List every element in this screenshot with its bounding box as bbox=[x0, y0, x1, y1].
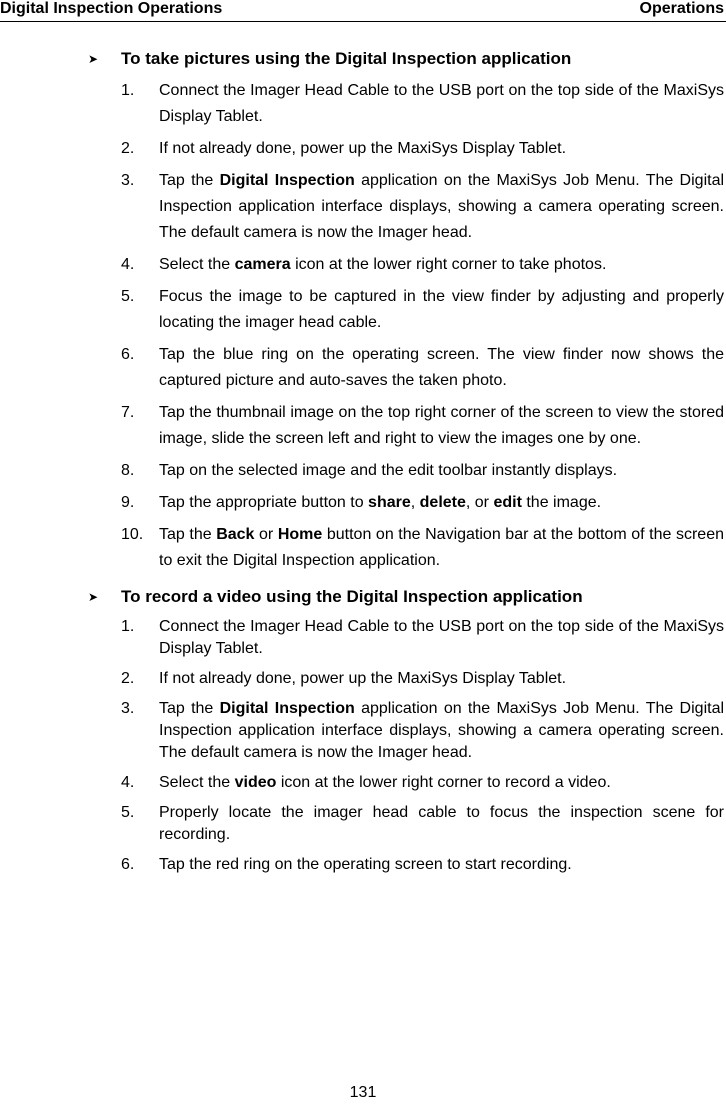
list-item bbox=[0, 772, 726, 794]
step-number: 6. bbox=[121, 346, 135, 363]
page-header bbox=[0, 0, 726, 22]
section-title: To record a video using the Digital Inspection application bbox=[121, 587, 583, 606]
bold-term: Back bbox=[216, 526, 255, 543]
step-text: If not already done, power up the MaxiSys Display Tablet. bbox=[159, 670, 567, 687]
step-number: 9. bbox=[121, 494, 135, 511]
step-text: Select the camera icon at the lower right corner to take photos. bbox=[159, 256, 607, 273]
section-heading bbox=[0, 42, 726, 78]
list-item bbox=[0, 252, 726, 278]
step-number: 4. bbox=[121, 256, 135, 273]
step-number: 2. bbox=[121, 670, 135, 687]
list-item bbox=[0, 400, 726, 452]
step-text: Tap the Digital Inspection application on the MaxiSys Job Menu. The Digital Inspection application interface displays, showing a camera operating screen. The default camera is now the Imager head. bbox=[159, 172, 725, 241]
step-number: 7. bbox=[121, 404, 135, 421]
list-item bbox=[0, 168, 726, 246]
step-text: Focus the image to be captured in the view finder by adjusting and properly locating the imager head cable. bbox=[159, 288, 724, 331]
list-item bbox=[0, 854, 726, 876]
step-number: 3. bbox=[121, 700, 135, 717]
bold-term: Home bbox=[277, 526, 323, 543]
step-number: 6. bbox=[121, 856, 135, 873]
arrow-bullet-icon: ➤ bbox=[88, 590, 99, 604]
step-number: 3. bbox=[121, 172, 135, 189]
step-number: 10. bbox=[121, 526, 144, 543]
list-item bbox=[0, 78, 726, 130]
step-text: Tap the appropriate button to share, delete, or edit the image. bbox=[159, 494, 602, 511]
header-chapter-title: Digital Inspection Operations bbox=[0, 0, 223, 17]
step-text: Properly locate the imager head cable to focus the inspection scene for recording. bbox=[159, 804, 724, 843]
arrow-bullet-icon: ➤ bbox=[88, 52, 99, 66]
section-title: To take pictures using the Digital Inspection application bbox=[121, 49, 572, 68]
section-heading bbox=[0, 580, 726, 616]
list-item bbox=[0, 490, 726, 516]
list-item bbox=[0, 136, 726, 162]
list-item bbox=[0, 284, 726, 336]
step-text: Tap the red ring on the operating screen to start recording. bbox=[159, 856, 572, 873]
step-list bbox=[0, 616, 726, 876]
step-text: Tap on the selected image and the edit toolbar instantly displays. bbox=[159, 462, 618, 479]
step-number: 1. bbox=[121, 82, 135, 99]
bold-term: video bbox=[234, 774, 277, 791]
list-item bbox=[0, 458, 726, 484]
step-text: Connect the Imager Head Cable to the USB port on the top side of the MaxiSys Display Tablet. bbox=[159, 82, 724, 125]
step-list bbox=[0, 78, 726, 574]
step-text: Tap the blue ring on the operating screen. The view finder now shows the captured picture and auto-saves the taken photo. bbox=[159, 346, 724, 389]
bold-term: delete bbox=[419, 494, 466, 511]
bold-term: edit bbox=[493, 494, 522, 511]
step-text: Select the video icon at the lower right corner to record a video. bbox=[159, 774, 611, 791]
list-item bbox=[0, 698, 726, 764]
step-text: Tap the thumbnail image on the top right corner of the screen to view the stored image, slide the screen left and right to view the images one by one. bbox=[159, 404, 724, 447]
step-number: 8. bbox=[121, 462, 135, 479]
step-number: 4. bbox=[121, 774, 135, 791]
bold-term: share bbox=[368, 494, 411, 511]
step-text: Tap the Back or Home button on the Navigation bar at the bottom of the screen to exit the Digital Inspection application. bbox=[159, 526, 724, 569]
list-item bbox=[0, 668, 726, 690]
bold-term: Digital Inspection bbox=[219, 172, 355, 189]
list-item bbox=[0, 522, 726, 574]
page-content bbox=[0, 42, 726, 884]
list-item bbox=[0, 616, 726, 660]
step-number: 2. bbox=[121, 140, 135, 157]
step-text: Connect the Imager Head Cable to the USB port on the top side of the MaxiSys Display Tablet. bbox=[159, 618, 724, 657]
bold-term: camera bbox=[234, 256, 291, 273]
step-number: 1. bbox=[121, 618, 135, 635]
section-take-pictures bbox=[0, 42, 726, 574]
step-number: 5. bbox=[121, 288, 135, 305]
list-item bbox=[0, 342, 726, 394]
bold-term: Digital Inspection bbox=[219, 700, 355, 717]
step-text: Tap the Digital Inspection application on the MaxiSys Job Menu. The Digital Inspection application interface displays, showing a camera operating screen. The default camera is now the Imager head. bbox=[159, 700, 725, 761]
section-record-video bbox=[0, 580, 726, 876]
header-section-title: Operations bbox=[639, 0, 724, 17]
page-number: 131 bbox=[349, 1084, 377, 1101]
list-item bbox=[0, 802, 726, 846]
step-number: 5. bbox=[121, 804, 135, 821]
step-text: If not already done, power up the MaxiSys Display Tablet. bbox=[159, 140, 567, 157]
